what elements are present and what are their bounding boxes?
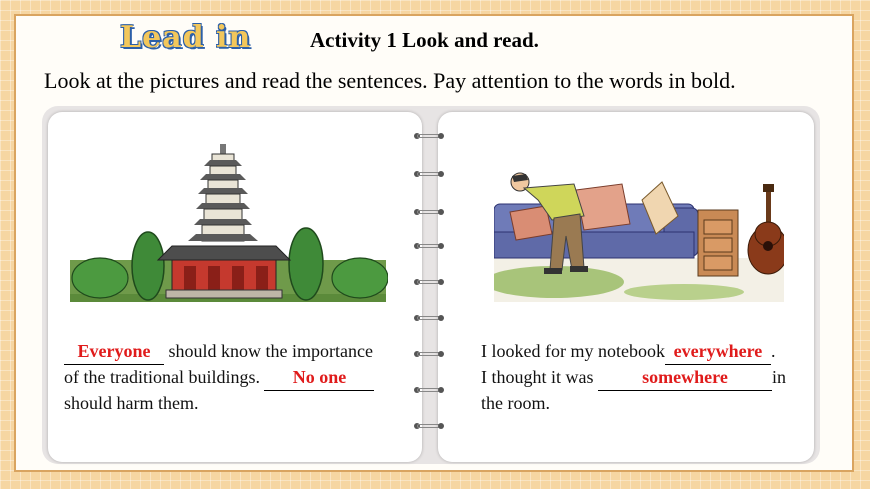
left-line-2 [64,365,374,391]
blank-everywhere [665,339,771,365]
spiral-binding [414,132,444,442]
ring-icon [414,170,444,178]
left-sentence [64,339,374,416]
left-line-3: should harm them. [64,393,199,413]
answer-everyone: Everyone [77,341,151,361]
right-line-2-text: I thought it was [481,367,598,387]
right-sentence [481,339,786,416]
right-line-1-text: I looked for my notebook [481,341,665,361]
right-line-3: the room. [481,393,550,413]
right-line-2-end: in [772,367,787,387]
blank-everyone [64,339,164,365]
ring-icon [414,242,444,250]
ring-icon [414,350,444,358]
ring-icon [414,132,444,140]
left-line-1 [64,339,374,365]
instruction-text: Look at the pictures and read the sentences. Pay attention to the words in bold. [44,68,736,93]
ring-icon [414,314,444,322]
answer-no-one: No one [292,367,347,387]
blank-no-one [264,365,374,391]
answer-somewhere: somewhere [642,367,728,387]
activity-title: Activity 1 Look and read. [310,28,539,52]
lead-in-title: Lead in [120,20,252,55]
left-line-1-text: should know the importance [164,341,373,361]
blank-somewhere [598,365,772,391]
ring-icon [414,278,444,286]
ring-icon [414,386,444,394]
answer-everywhere: everywhere [673,341,763,361]
left-line-2-text: of the traditional buildings. [64,367,265,387]
right-line-1 [481,339,786,365]
ring-icon [414,208,444,216]
man-searching-sofa-icon [494,170,784,302]
pagoda-icon [70,138,388,304]
ring-icon [414,422,444,430]
right-line-2 [481,365,786,391]
right-line-1-end: . [770,341,776,361]
